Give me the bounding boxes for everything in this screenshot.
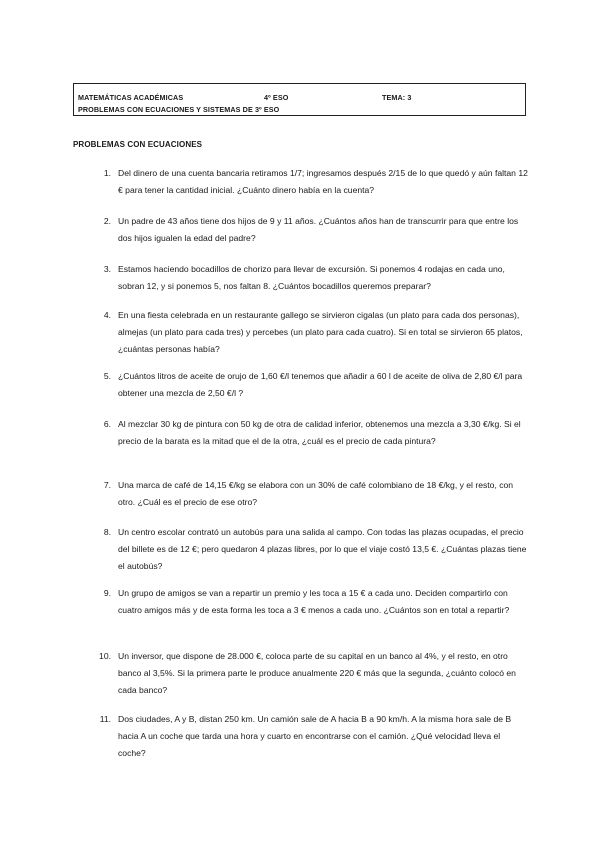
problem-item: [99, 711, 530, 761]
problem-text: Dos ciudades, A y B, distan 250 km. Un camión sale de A hacia B a 90 km/h. A la misma hora sale de B hacia A un coche que tarda una hora y cuarto en encontrarse con el camión. ¿Qué velocidad lleva el coche?: [118, 714, 512, 758]
problem-number: 5.: [103, 371, 111, 381]
header-subtitle: PROBLEMAS CON ECUACIONES Y SISTEMAS DE 3º ESO: [78, 105, 280, 114]
problem-item: [103, 416, 530, 450]
problem-number: 3.: [103, 264, 111, 274]
problem-text: Un grupo de amigos se van a repartir un premio y les toca a 15 € a cada uno. Deciden compartirlo con cuatro amigos más y de esta forma les toca a 3 € menos a cada uno. ¿Cuántos son en total a repartir?: [118, 588, 510, 615]
problem-text: Estamos haciendo bocadillos de chorizo para llevar de excursión. Si ponemos 4 rodajas en cada uno, sobran 12, y si ponemos 5, nos faltan 8. ¿Cuántos bocadillos queremos preparar?: [118, 264, 505, 291]
problem-text: Una marca de café de 14,15 €/kg se elabora con un 30% de café colombiano de 18 €/kg, y el resto, con otro. ¿Cuál es el precio de ese otro?: [118, 480, 514, 507]
problem-text: En una fiesta celebrada en un restaurante gallego se sirvieron cigalas (un plato para cada dos personas), almejas (un plato para cada tres) y percebes (un plato para cada cuatro). Si en total se sirvieron 65 platos, ¿cuántas personas había?: [118, 310, 523, 354]
problem-number: 11.: [99, 714, 111, 724]
problem-item: [103, 213, 530, 247]
problem-item: [103, 524, 530, 574]
problem-text: Un centro escolar contrató un autobús para una salida al campo. Con todas las plazas ocupadas, el precio del billete es de 12 €; pero quedaron 4 plazas libres, por lo que el viaje costó 13,5 €. ¿Cuántas plazas tiene el autobús?: [118, 527, 527, 571]
problem-item: [103, 368, 530, 402]
problem-item: [103, 477, 530, 511]
header-topic: TEMA: 3: [382, 93, 412, 102]
problem-text: ¿Cuántos litros de aceite de orujo de 1,60 €/l tenemos que añadir a 60 l de aceite de oliva de 2,80 €/l para obtener una mezcla de 2,50 €/l ?: [118, 371, 523, 398]
problem-number: 8.: [103, 527, 111, 537]
problem-text: Un padre de 43 años tiene dos hijos de 9 y 11 años. ¿Cuántos años han de transcurrir para que entre los dos hijos igualen la edad del padre?: [118, 216, 519, 243]
problem-item: [103, 165, 530, 199]
problem-number: 7.: [103, 480, 111, 490]
problem-number: 10.: [99, 651, 111, 661]
problem-text: Al mezclar 30 kg de pintura con 50 kg de otra de calidad inferior, obtenemos una mezcla a 3,30 €/kg. Si el precio de la barata es la mitad que el de la otra, ¿cuál es el precio de cada pintura?: [118, 419, 521, 446]
problem-number: 4.: [103, 310, 111, 320]
header-subject: MATEMÁTICAS ACADÉMICAS: [78, 93, 184, 102]
problem-number: 1.: [103, 168, 111, 178]
problem-item: [99, 648, 530, 698]
problem-item: [103, 261, 530, 295]
problem-item: [103, 585, 530, 619]
problem-item: [103, 307, 530, 357]
section-title: PROBLEMAS CON ECUACIONES: [73, 140, 203, 149]
problem-number: 2.: [103, 216, 111, 226]
problem-number: 9.: [103, 588, 111, 598]
problem-number: 6.: [103, 419, 111, 429]
problem-text: Un inversor, que dispone de 28.000 €, coloca parte de su capital en un banco al 4%, y el resto, en otro banco al 3,5%. Si la primera parte le produce anualmente 220 € más que la segunda, ¿cuánto colocó en cada banco?: [118, 651, 516, 695]
problem-text: Del dinero de una cuenta bancaria retiramos 1/7; ingresamos después 2/15 de lo que quedó y aún faltan 12 € para tener la cantidad inicial. ¿Cuánto dinero había en la cuenta?: [118, 168, 528, 195]
header-course: 4º ESO: [264, 93, 289, 102]
